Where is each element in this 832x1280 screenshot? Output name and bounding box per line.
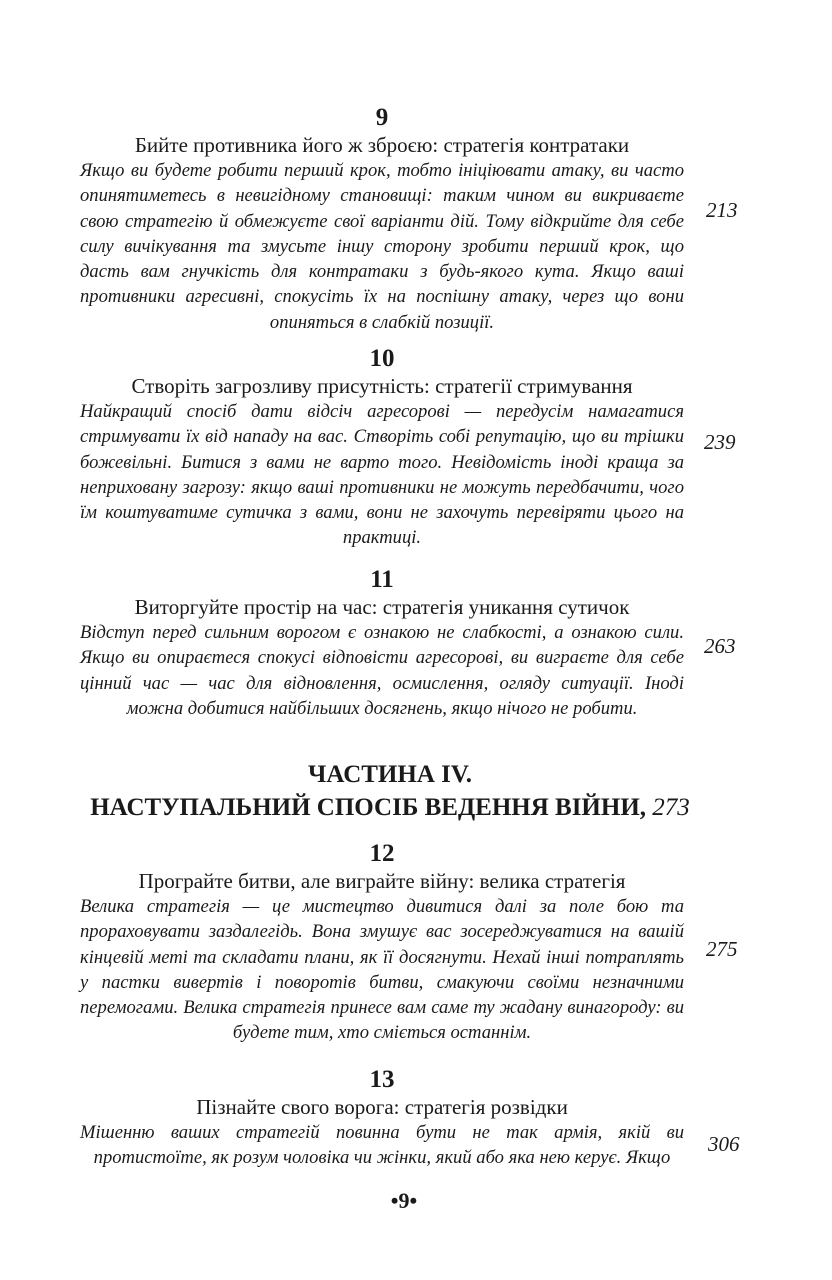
chapter-description: Велика стратегія — це мистецтво дивитися далі за поле бою та прораховувати заздалегідь. Вона змушує вас зосереджуватися на вашій кінцевій меті та складати плани, як її досягнути. Нехай інші потраплять у пастки вивертів і поворотів битви, смакуючи своїми незначними перемогами. Велика стратегія принесе вам саме ту жадану винагороду: ви будете тим, хто сміється останнім. — [80, 896, 684, 1044]
chapter-description: Найкращий спосіб дати відсіч агресорові — передусім намагатися стримувати їх від нападу на вас. Створіть собі репутацію, що ви трішки божевільні. Битися з вами не варто того. Невідомість іноді краща за неприховану загрозу: якщо ваші противники не можуть передбачити, чого їм коштуватиме сутичка з вами, вони не захочуть перевіряти цього на практиці. — [80, 401, 684, 549]
chapter-title: Створіть загрозливу присутність: стратегії стримування — [131, 374, 633, 398]
chapter-number: 13 — [369, 1066, 395, 1093]
part-title: НАСТУПАЛЬНИЙ СПОСІБ ВЕДЕННЯ ВІЙНИ, — [90, 794, 647, 821]
page-number: 306 — [708, 1132, 740, 1156]
toc-entry-9 — [80, 104, 684, 335]
toc-entry-10 — [80, 345, 684, 551]
chapter-number: 11 — [370, 566, 394, 593]
chapter-description: Відступ перед сильним ворогом є ознакою не слабкості, а ознакою сили. Якщо ви опираєтеся спокусі відповісти агресорові, ви виграєте для себе цінний час — час для відновлення, осмислення, огляду ситуації. Іноді можна добитися найбільших досягнень, якщо нічого не робити. — [80, 622, 684, 719]
chapter-number: 9 — [375, 104, 389, 131]
chapter-number: 10 — [369, 345, 395, 372]
part-title-line — [80, 791, 700, 824]
page-number: 239 — [704, 430, 736, 454]
page-number: 213 — [706, 198, 738, 222]
chapter-description: Якщо ви будете робити перший крок, тобто ініціювати атаку, ви часто опинятиметесь в невигідному становищі: таким чином ви викриваєте свою стратегію й обмежуєте свої варіанти дій. Тому відкрийте для себе силу вичікування та змусьте іншу сторону зробити перший крок, що дасть вам гнучкість для контратаки з будь-якого кута. Якщо ваші противники агресивні, спокусіть їх на поспішну атаку, через що вони опиняться в слабкій позиції. — [80, 160, 684, 333]
part-heading — [80, 758, 700, 824]
chapter-title: Програйте битви, але виграйте війну: велика стратегія — [138, 869, 626, 893]
chapter-title: Пізнайте свого ворога: стратегія розвідки — [196, 1095, 568, 1119]
chapter-number: 12 — [369, 840, 395, 867]
toc-entry-13 — [80, 1066, 684, 1171]
chapter-title: Бийте противника його ж зброєю: стратегія контратаки — [134, 133, 630, 157]
part-number: ЧАСТИНА IV. — [308, 761, 472, 788]
page-folio: •9• — [390, 1188, 418, 1213]
toc-entry-12 — [80, 840, 684, 1046]
page-number: 263 — [704, 634, 736, 658]
chapter-description: Мішенню ваших стратегій повинна бути не так армія, якій ви протистоїте, як розум чоловіка чи жінки, який або яка нею керує. Якщо — [80, 1122, 684, 1169]
toc-entry-11 — [80, 566, 684, 721]
part-page-number: 273 — [652, 794, 690, 821]
page-number: 275 — [706, 937, 738, 961]
chapter-title: Виторгуйте простір на час: стратегія уникання сутичок — [134, 595, 630, 619]
